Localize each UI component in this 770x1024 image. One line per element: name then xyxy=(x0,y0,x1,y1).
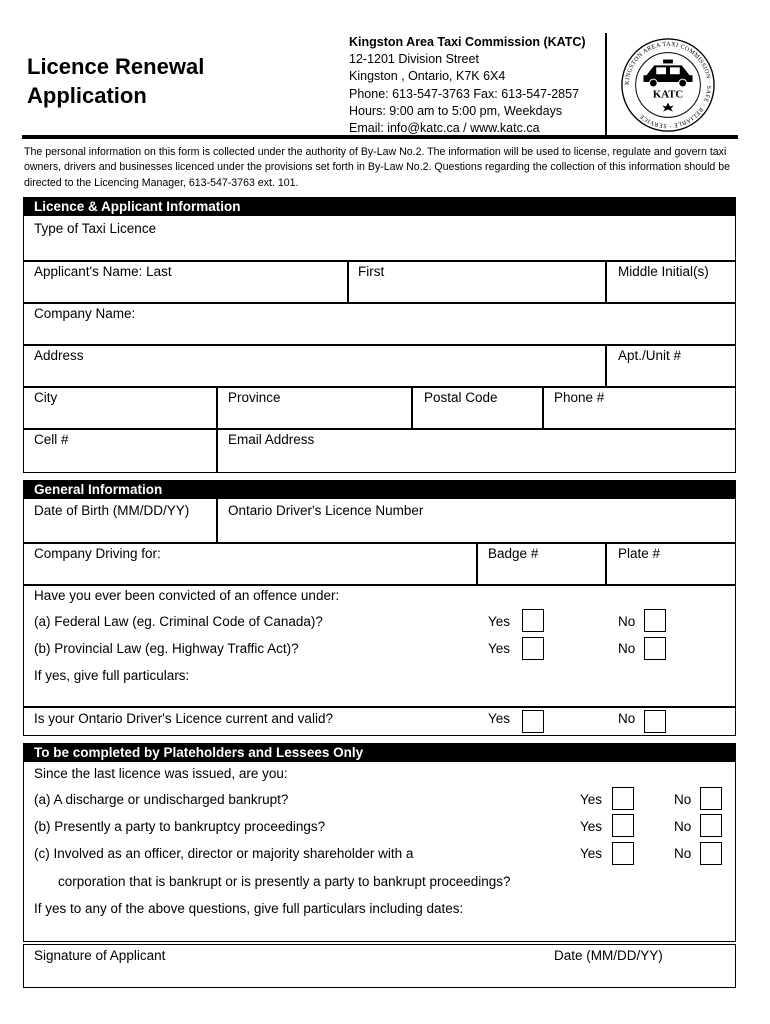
row-divider xyxy=(23,386,736,388)
header-rule xyxy=(22,135,738,139)
phone-field[interactable]: Phone # xyxy=(554,390,605,405)
signature-field[interactable]: Signature of Applicant xyxy=(34,948,166,963)
email-web: Email: info@katc.ca / www.katc.ca xyxy=(349,121,540,136)
badge-field[interactable]: Badge # xyxy=(488,546,539,561)
privacy-notice: The personal information on this form is collected under the authority of By-Law No.2. The information will be used to license, regulate and govern taxi owners, drivers and businesses licenced under the provisions set forth in By-Law No.2. Questions regarding the collection of this information should be directed to the Licencing Manager, 613-547-3763 ext. 101. xyxy=(24,146,731,189)
section-general-info-heading: General Information xyxy=(23,480,736,499)
officer-no-checkbox[interactable] xyxy=(700,842,722,865)
licence-valid-question: Is your Ontario Driver's Licence current and valid? xyxy=(34,711,333,726)
address-field[interactable]: Address xyxy=(34,348,84,363)
logo-text: KATC xyxy=(652,88,684,101)
bankrupt-no-checkbox[interactable] xyxy=(700,787,722,810)
title-line-2: Application xyxy=(27,83,147,108)
provincial-yes-label: Yes xyxy=(488,641,511,656)
officer-question-line-1: (c) Involved as an officer, director or majority shareholder with a xyxy=(34,846,414,861)
section-licence-applicant-heading: Licence & Applicant Information xyxy=(23,197,736,216)
city-field[interactable]: City xyxy=(34,390,58,405)
row-divider xyxy=(23,706,736,708)
plateholders-intro: Since the last licence was issued, are you: xyxy=(34,766,288,781)
proceedings-yes-checkbox[interactable] xyxy=(612,814,634,837)
drivers-licence-field[interactable]: Ontario Driver's Licence Number xyxy=(228,503,424,518)
bankrupt-question: (a) A discharge or undischarged bankrupt? xyxy=(34,792,289,807)
middle-initial-field[interactable]: Middle Initial(s) xyxy=(618,264,709,279)
row-divider xyxy=(23,584,736,586)
row-divider xyxy=(23,260,736,262)
logo-ring-text: KINGSTON AREA TAXI COMMISSION · SAFE · RELIABLE · SERVICE xyxy=(624,41,712,129)
company-name-field[interactable]: Company Name: xyxy=(34,306,136,321)
convicted-question: Have you ever been convicted of an offence under: xyxy=(34,588,340,603)
federal-no-label: No xyxy=(618,614,636,629)
row-divider xyxy=(23,344,736,346)
org-name: Kingston Area Taxi Commission (KATC) xyxy=(349,35,586,49)
officer-no-label: No xyxy=(674,846,692,861)
col-divider xyxy=(216,499,218,542)
svg-text:KINGSTON AREA TAXI COMMISSION xyxy=(625,42,712,128)
provincial-yes-checkbox[interactable] xyxy=(522,637,544,660)
bankrupt-yes-checkbox[interactable] xyxy=(612,787,634,810)
type-of-licence-field[interactable]: Type of Taxi Licence xyxy=(34,221,157,236)
federal-no-checkbox[interactable] xyxy=(644,609,666,632)
provincial-law-question: (b) Provincial Law (eg. Highway Traffic Act)? xyxy=(34,641,299,656)
provincial-no-checkbox[interactable] xyxy=(644,637,666,660)
phone-fax: Phone: 613-547-3763 Fax: 613-547-2857 xyxy=(349,86,580,101)
licence-valid-yes-label: Yes xyxy=(488,711,511,726)
plate-field[interactable]: Plate # xyxy=(618,546,661,561)
province-field[interactable]: Province xyxy=(228,390,281,405)
header-divider xyxy=(605,33,607,135)
officer-question-line-2: corporation that is bankrupt or is presently a party to bankrupt proceedings? xyxy=(58,874,511,889)
col-divider xyxy=(476,542,478,584)
title-line-1: Licence Renewal xyxy=(27,54,205,79)
col-divider xyxy=(605,260,607,302)
bankrupt-yes-label: Yes xyxy=(580,792,603,807)
row-divider xyxy=(23,302,736,304)
col-divider xyxy=(216,386,218,473)
section-licence-applicant xyxy=(23,197,736,473)
bankrupt-no-label: No xyxy=(674,792,692,807)
proceedings-no-checkbox[interactable] xyxy=(700,814,722,837)
col-divider xyxy=(605,542,607,584)
maple-leaf-icon xyxy=(662,103,674,112)
postal-code-field[interactable]: Postal Code xyxy=(424,390,498,405)
bankruptcy-proceedings-question: (b) Presently a party to bankruptcy proceedings? xyxy=(34,819,326,834)
taxi-icon xyxy=(644,60,693,87)
row-divider xyxy=(23,428,736,430)
licence-valid-no-label: No xyxy=(618,711,636,726)
col-divider xyxy=(347,260,349,302)
first-name-field[interactable]: First xyxy=(358,264,385,279)
federal-yes-label: Yes xyxy=(488,614,511,629)
officer-yes-label: Yes xyxy=(580,846,603,861)
convictions-particulars-field[interactable]: If yes, give full particulars: xyxy=(34,668,190,683)
cell-field[interactable]: Cell # xyxy=(34,432,69,447)
address-line-2: Kingston , Ontario, K7K 6X4 xyxy=(349,69,506,84)
federal-yes-checkbox[interactable] xyxy=(522,609,544,632)
federal-law-question: (a) Federal Law (eg. Criminal Code of Canada)? xyxy=(34,614,323,629)
col-divider xyxy=(542,386,544,428)
signature-date-field[interactable]: Date (MM/DD/YY) xyxy=(554,948,663,963)
proceedings-no-label: No xyxy=(674,819,692,834)
proceedings-yes-label: Yes xyxy=(580,819,603,834)
col-divider xyxy=(605,344,607,386)
section-plateholders-heading: To be completed by Plateholders and Lessees Only xyxy=(23,743,736,762)
email-field[interactable]: Email Address xyxy=(228,432,315,447)
officer-yes-checkbox[interactable] xyxy=(612,842,634,865)
company-driving-field[interactable]: Company Driving for: xyxy=(34,546,161,561)
bankruptcy-particulars-field[interactable]: If yes to any of the above questions, give full particulars including dates: xyxy=(34,901,464,916)
licence-valid-yes-checkbox[interactable] xyxy=(522,710,544,733)
page-title xyxy=(27,52,204,110)
katc-seal-logo xyxy=(619,36,717,134)
row-divider xyxy=(23,542,736,544)
licence-valid-no-checkbox[interactable] xyxy=(644,710,666,733)
office-hours: Hours: 9:00 am to 5:00 pm, Weekdays xyxy=(349,103,563,118)
last-name-field[interactable]: Applicant's Name: Last xyxy=(34,264,172,279)
contact-block xyxy=(349,34,586,137)
provincial-no-label: No xyxy=(618,641,636,656)
col-divider xyxy=(411,386,413,428)
dob-field[interactable]: Date of Birth (MM/DD/YY) xyxy=(34,503,190,518)
apt-unit-field[interactable]: Apt./Unit # xyxy=(618,348,682,363)
address-line-1: 12-1201 Division Street xyxy=(349,52,479,67)
